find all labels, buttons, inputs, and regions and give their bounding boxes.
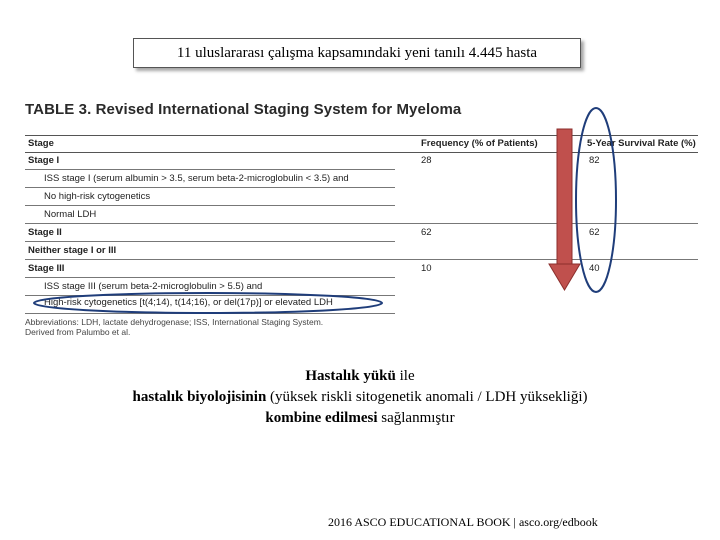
caption-line-3-bold: kombine edilmesi — [265, 410, 378, 426]
row-neither: Neither stage I or III — [28, 245, 117, 256]
row-stage-3-survival: 40 — [589, 263, 600, 274]
caption-line-2 — [0, 387, 720, 408]
header-frequency: Frequency (% of Patients) — [421, 138, 538, 149]
row-stage-2-label: Stage II — [28, 227, 62, 238]
caption-line-2-bold: hastalık biyolojisinin — [132, 389, 267, 405]
caption-line-1 — [0, 366, 720, 387]
row-stage-1-survival: 82 — [589, 155, 600, 166]
caption-line-2-rest: (yüksek riskli sitogenetik anomali / LDH yüksekliği) — [266, 389, 588, 405]
footer-source: 2016 ASCO EDUCATIONAL BOOK | asco.org/edbook — [328, 515, 598, 529]
abbreviations-text: Abbreviations: LDH, lactate dehydrogenase; ISS, International Staging System. — [25, 317, 324, 327]
row-no-high-risk: No high-risk cytogenetics — [44, 191, 151, 202]
row-stage-3-label: Stage III — [28, 263, 65, 274]
survival-column-ellipse — [576, 108, 616, 292]
caption — [0, 366, 720, 429]
header-stage: Stage — [28, 138, 54, 149]
row-stage-2-survival: 62 — [589, 227, 600, 238]
row-normal-ldh: Normal LDH — [44, 209, 97, 220]
row-iss-stage-3: ISS stage III (serum beta-2-microglobulin > 5.5) and — [44, 281, 263, 292]
caption-line-1-rest: ile — [395, 368, 415, 384]
table-title: TABLE 3. Revised International Staging System for Myeloma — [25, 101, 462, 118]
slide-title: 11 uluslararası çalışma kapsamındaki yeni tanılı 4.445 hasta — [133, 38, 581, 68]
row-high-risk-cytogenetics: High-risk cytogenetics [t(4;14), t(14;16), or del(17p)] or elevated LDH — [44, 297, 333, 308]
row-stage-1-label: Stage I — [28, 155, 60, 166]
caption-line-3 — [0, 408, 720, 429]
source-text: Derived from Palumbo et al. — [25, 327, 131, 337]
row-stage-3-frequency: 10 — [421, 263, 432, 274]
row-stage-1-frequency: 28 — [421, 155, 432, 166]
row-stage-2-frequency: 62 — [421, 227, 432, 238]
row-iss-stage-1: ISS stage I (serum albumin > 3.5, serum beta-2-microglobulin < 3.5) and — [44, 173, 349, 184]
high-risk-row-ellipse — [34, 293, 382, 313]
caption-line-3-rest: sağlanmıştır — [377, 410, 455, 426]
caption-line-1-bold: Hastalık yükü — [305, 368, 396, 384]
header-survival: 5-Year Survival Rate (%) — [587, 138, 696, 149]
